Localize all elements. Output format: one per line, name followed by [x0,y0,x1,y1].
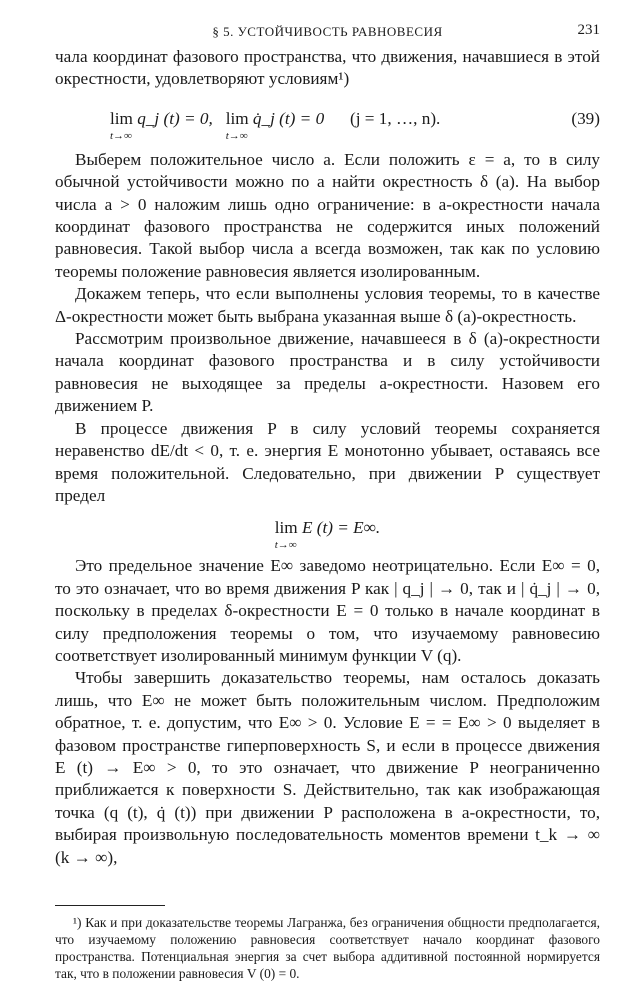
equation-condition: (j = 1, …, n). [349,108,441,128]
equation-number: (39) [571,108,600,128]
lim-word: lim [110,108,133,128]
paragraph-6: Это предельное значение E∞ заведомо неотрицательно. Если E∞ = 0, то это означает, что во время движения P как | q_j | → 0, так и | q̇_j | → 0, поскольку в пределах δ-окрестности E = 0 только в начале координат в силу предположения теоремы о том, что изучаемому равновесию соответствует изолированный минимум функции V (q). [55,556,600,665]
lim-subscript-3: t→∞ [274,539,297,552]
limit-2 [225,108,249,142]
footnote: ¹) Как и при доказательстве теоремы Лагранжа, без ограничения общности предполагается, что изучаемому положению равновесия соответствует начало координат фазового пространства. Потенциальная энергия за счет выбора аддитивной постоянной нормируется так, что в положении равновесия V (0) = 0. [55,915,600,981]
equation-limit-energy [55,507,600,552]
paragraph-5: В процессе движения P в силу условий теоремы сохраняется неравенство dE/dt < 0, т. е. энергия E монотонно убывает, оставаясь все время положительной. Следовательно, при движении P существует предел [55,418,600,505]
paragraph-7: Чтобы завершить доказательство теоремы, нам осталось доказать лишь, что E∞ не может быть положительным числом. Предположим обратное, т. е. допустим, что E∞ > 0. Условие E = = E∞ > 0 выделяет в фазовом пространстве гиперповерхность S, и если в процессе движения E (t) → E∞ > 0, то это означает, что движение P неограниченно приближается к поверхности S. Действительно, так как изображающая точка (q (t), q̇ (t)) при движении P расположена в a-окрестности, то, выбирая произвольную последовательность моментов времени t_k → ∞ (k → ∞), [55,668,600,867]
paragraph-3: Докажем теперь, что если выполнены условия теоремы, то в качестве Δ-окрестности может быть выбрана указанная выше δ (a)-окрестность. [55,284,600,326]
lim-word-2: lim [225,108,249,128]
lim-subscript: t→∞ [110,129,132,142]
equation-39 [55,95,600,143]
limit-energy [274,517,298,552]
paragraph-1: чала координат фазового пространства, что движения, начавшиеся в этой окрестности, удовлетворяют условиям¹) [55,47,600,89]
equation-expr-1: q_j (t) = 0, [137,108,213,128]
lim-subscript-2: t→∞ [225,129,248,142]
page-number: 231 [577,22,600,38]
paragraph-4: Рассмотрим произвольное движение, начавшееся в δ (a)-окрестности начала координат фазового пространства и в силу устойчивости равновесия не выходящее за пределы a-окрестности. Назовем его движением P. [55,329,600,416]
lim-word-3: lim [274,518,298,538]
equation-expr-2: q̇_j (t) = 0 [252,108,325,128]
equation-energy-expr: E (t) = E∞. [301,518,381,538]
page-header [55,18,600,46]
limit-1 [110,108,133,142]
running-title: § 5. УСТОЙЧИВОСТЬ РАВНОВЕСИЯ [212,24,443,39]
paragraph-2: Выберем положительное число a. Если положить ε = a, то в силу обычной устойчивости можно по a найти окрестность δ (a). На выбор числа a > 0 наложим лишь одно ограничение: в a-окрестности начала координат фазового пространства не содержится иных положений равновесия. Такой выбор числа a всегда возможен, так как по условию теоремы положение равновесия является изолированным. [55,149,600,281]
footnote-divider [55,905,165,906]
